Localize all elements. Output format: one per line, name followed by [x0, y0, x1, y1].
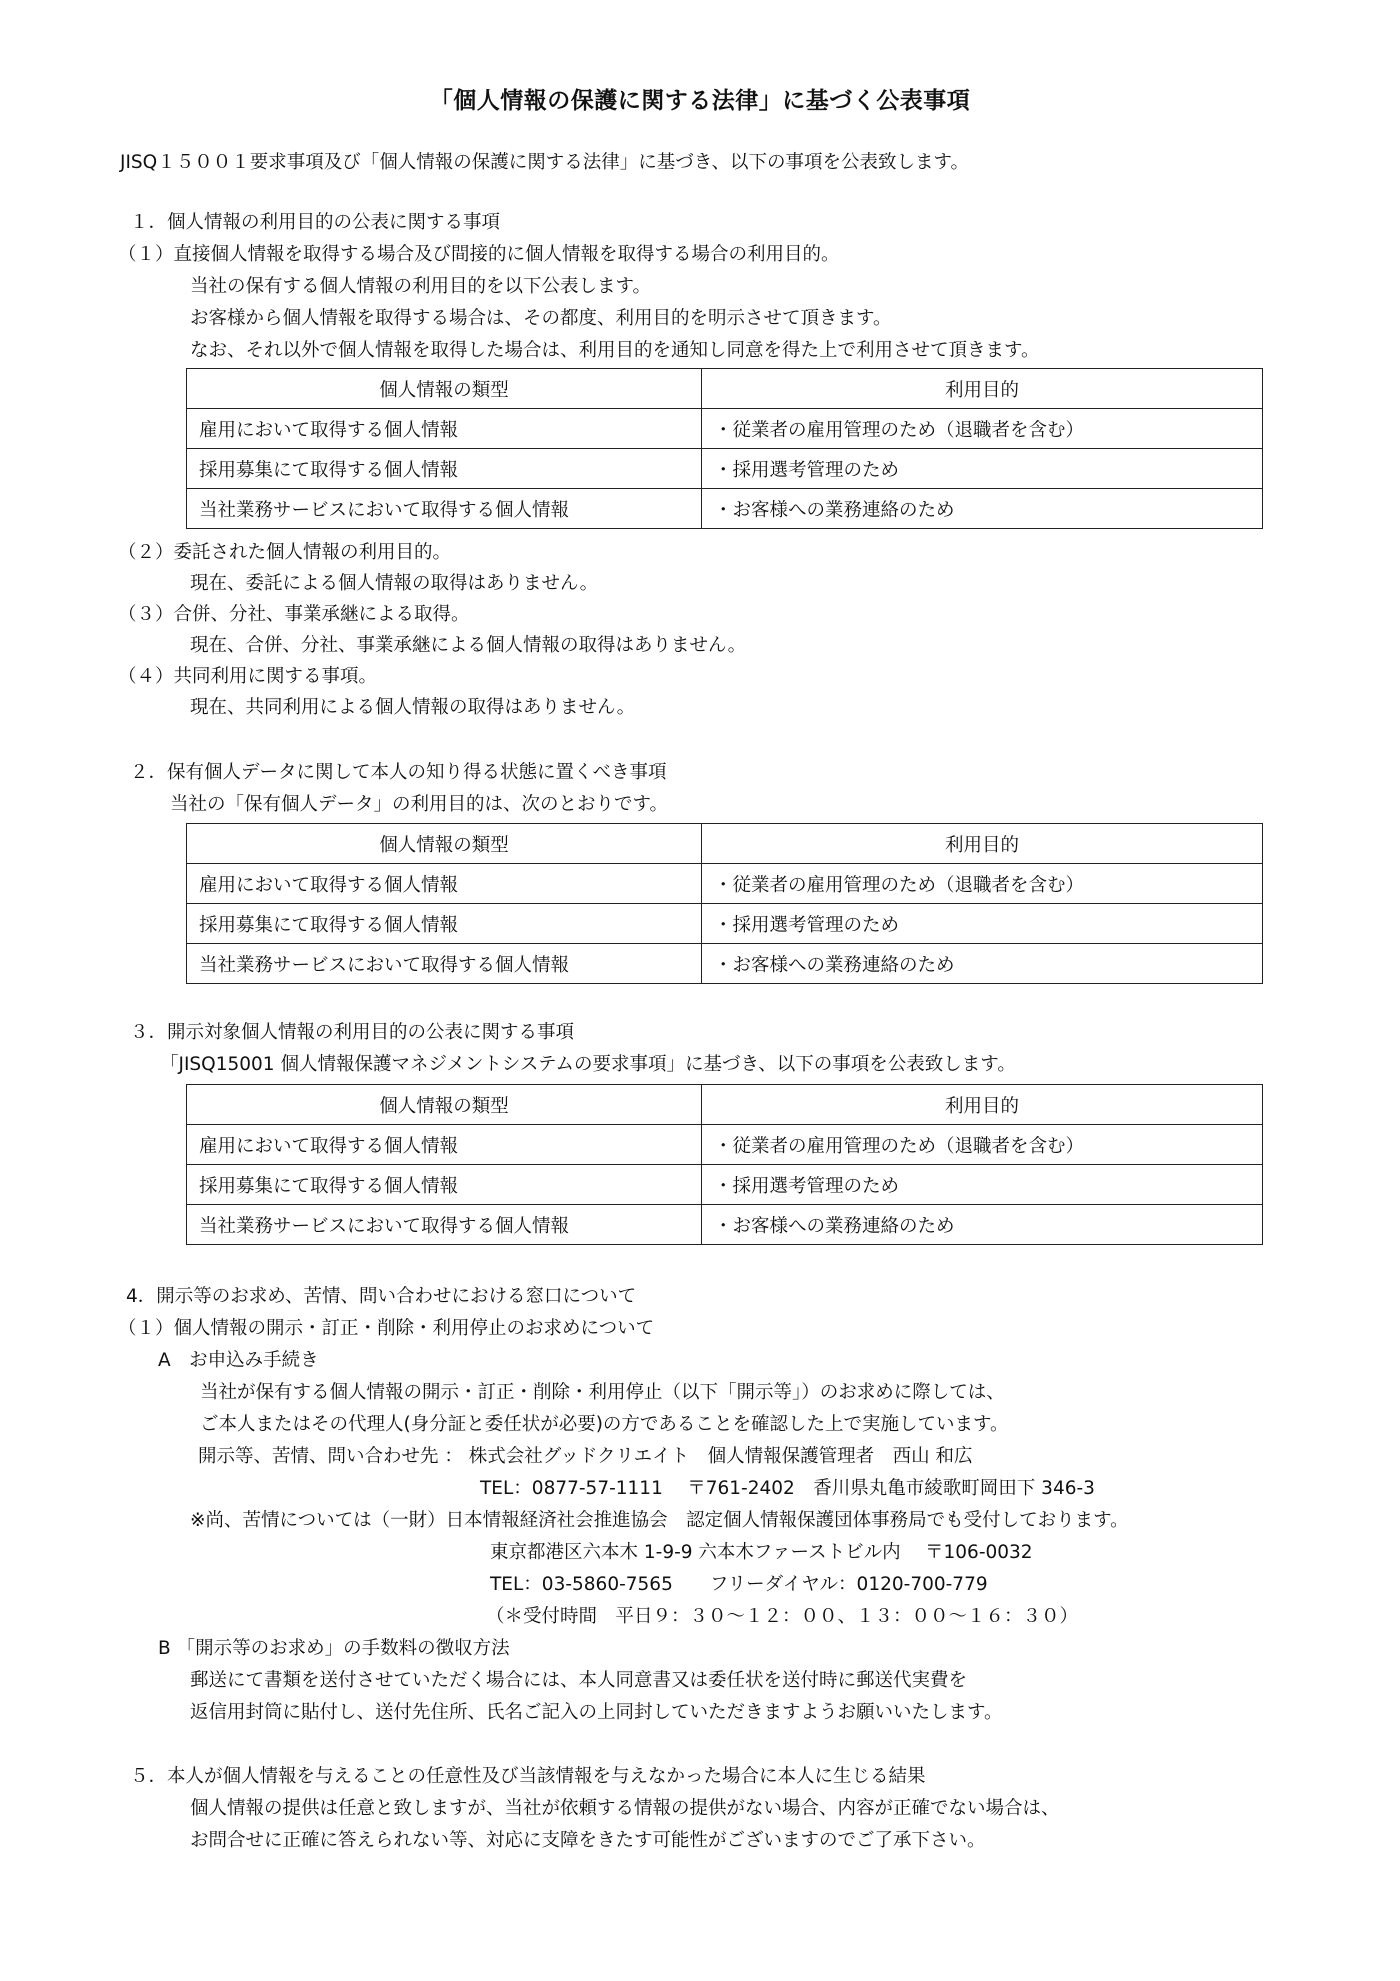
complaint-note: ※尚、苦情については（一財）日本情報経済社会推進協会 認定個人情報保護団体事務局でも受付しております。 — [190, 1510, 1129, 1531]
section-4-a-line: ご本人またはその代理人(身分証と委任状が必要)の方であることを確認した上で実施しています。 — [200, 1414, 1009, 1435]
table-header-type: 個人情報の類型 — [187, 1085, 702, 1125]
table-cell-purpose: ・お客様への業務連絡のため — [702, 489, 1263, 529]
table-cell-type: 雇用において取得する個人情報 — [187, 409, 702, 449]
purpose-table-3 — [186, 1084, 1263, 1245]
section-4-1-label: （１）個人情報の開示・訂正・削除・利用停止のお求めについて — [118, 1318, 655, 1339]
table-row — [187, 1165, 1263, 1205]
contact-tel-address: TEL：0877-57-1111 〒761-2402 香川県丸亀市綾歌町岡田下 346-3 — [480, 1478, 1095, 1499]
section-1-4-label: （４）共同利用に関する事項。 — [118, 666, 378, 687]
section-3-heading: ３．開示対象個人情報の利用目的の公表に関する事項 — [130, 1022, 575, 1043]
table-row — [187, 409, 1263, 449]
table-cell-type: 当社業務サービスにおいて取得する個人情報 — [187, 1205, 702, 1245]
section-2-heading: ２．保有個人データに関して本人の知り得る状態に置くべき事項 — [130, 762, 667, 783]
table-cell-purpose: ・従業者の雇用管理のため（退職者を含む） — [702, 409, 1263, 449]
section-1-1-label: （１）直接個人情報を取得する場合及び間接的に個人情報を取得する場合の利用目的。 — [118, 244, 840, 265]
section-4-b-label: B 「開示等のお求め」の手数料の徴収方法 — [158, 1638, 510, 1659]
table-row — [187, 449, 1263, 489]
section-1-2-label: （２）委託された個人情報の利用目的。 — [118, 542, 452, 563]
table-row — [187, 904, 1263, 944]
section-1-heading: １．個人情報の利用目的の公表に関する事項 — [130, 212, 501, 233]
table-header-purpose: 利用目的 — [702, 369, 1263, 409]
complaint-hours: （＊受付時間 平日９：３０～１２：００、１３：００～１６：３０） — [486, 1606, 1079, 1627]
table-row — [187, 1125, 1263, 1165]
table-header-row — [187, 1085, 1263, 1125]
section-1-2-text: 現在、委託による個人情報の取得はありません。 — [190, 573, 599, 594]
section-1-1-line: なお、それ以外で個人情報を取得した場合は、利用目的を通知し同意を得た上で利用させて頂きます。 — [190, 340, 1040, 361]
table-cell-purpose: ・採用選考管理のため — [702, 904, 1263, 944]
section-5-line: お問合せに正確に答えられない等、対応に支障をきたす可能性がございますのでご了承下さい。 — [190, 1830, 986, 1851]
table-cell-type: 雇用において取得する個人情報 — [187, 864, 702, 904]
table-header-type: 個人情報の類型 — [187, 369, 702, 409]
section-1-1-line: 当社の保有する個人情報の利用目的を以下公表します。 — [190, 276, 652, 297]
section-5-line: 個人情報の提供は任意と致しますが、当社が依頼する情報の提供がない場合、内容が正確でない場合は、 — [190, 1798, 1060, 1819]
purpose-table-2 — [186, 823, 1263, 984]
table-cell-purpose: ・採用選考管理のため — [702, 449, 1263, 489]
section-2-text: 当社の「保有個人データ」の利用目的は、次のとおりです。 — [170, 794, 669, 815]
section-4-b-line: 返信用封筒に貼付し、送付先住所、氏名ご記入の上同封していただきますようお願いいたします。 — [190, 1702, 1003, 1723]
complaint-address: 東京都港区六本木 1-9-9 六本木ファーストビル内 〒106-0032 — [490, 1542, 1033, 1563]
table-cell-type: 当社業務サービスにおいて取得する個人情報 — [187, 944, 702, 984]
table-row — [187, 864, 1263, 904]
table-cell-purpose: ・お客様への業務連絡のため — [702, 1205, 1263, 1245]
table-cell-purpose: ・従業者の雇用管理のため（退職者を含む） — [702, 864, 1263, 904]
table-cell-type: 採用募集にて取得する個人情報 — [187, 904, 702, 944]
table-header-row — [187, 824, 1263, 864]
page-title: 「個人情報の保護に関する法律」に基づく公表事項 — [429, 88, 971, 114]
table-cell-type: 採用募集にて取得する個人情報 — [187, 449, 702, 489]
intro-text: JISQ１５００１要求事項及び「個人情報の保護に関する法律」に基づき、以下の事項を公表致します。 — [120, 152, 970, 173]
section-1-1-line: お客様から個人情報を取得する場合は、その都度、利用目的を明示させて頂きます。 — [190, 308, 892, 329]
table-header-purpose: 利用目的 — [702, 824, 1263, 864]
table-cell-type: 雇用において取得する個人情報 — [187, 1125, 702, 1165]
section-5-heading: ５．本人が個人情報を与えることの任意性及び当該情報を与えなかった場合に本人に生じる結果 — [130, 1766, 926, 1787]
table-row — [187, 944, 1263, 984]
complaint-tel: TEL：03-5860-7565 フリーダイヤル：0120-700-779 — [490, 1574, 988, 1595]
table-cell-purpose: ・お客様への業務連絡のため — [702, 944, 1263, 984]
section-4-a-label: A お申込み手続き — [158, 1350, 319, 1371]
table-header-type: 個人情報の類型 — [187, 824, 702, 864]
table-cell-type: 当社業務サービスにおいて取得する個人情報 — [187, 489, 702, 529]
table-row — [187, 1205, 1263, 1245]
table-cell-purpose: ・採用選考管理のため — [702, 1165, 1263, 1205]
section-4-heading: 4．開示等のお求め、苦情、問い合わせにおける窓口について — [126, 1286, 637, 1307]
section-1-3-label: （３）合併、分社、事業承継による取得。 — [118, 604, 470, 625]
table-cell-purpose: ・従業者の雇用管理のため（退職者を含む） — [702, 1125, 1263, 1165]
table-row — [187, 489, 1263, 529]
section-1-4-text: 現在、共同利用による個人情報の取得はありません。 — [190, 697, 636, 718]
section-1-3-text: 現在、合併、分社、事業承継による個人情報の取得はありません。 — [190, 635, 747, 656]
table-header-row — [187, 369, 1263, 409]
table-header-purpose: 利用目的 — [702, 1085, 1263, 1125]
section-4-a-line: 当社が保有する個人情報の開示・訂正・削除・利用停止（以下「開示等」）のお求めに際しては、 — [200, 1382, 1005, 1403]
section-3-text: 「JISQ15001 個人情報保護マネジメントシステムの要求事項」に基づき、以下の事項を公表致します。 — [160, 1054, 1016, 1075]
section-4-b-line: 郵送にて書類を送付させていただく場合には、本人同意書又は委任状を送付時に郵送代実費を — [190, 1670, 968, 1691]
purpose-table-1 — [186, 368, 1263, 529]
table-cell-type: 採用募集にて取得する個人情報 — [187, 1165, 702, 1205]
contact-label: 開示等、苦情、問い合わせ先 ： 株式会社グッドクリエイト 個人情報保護管理者 西山 和広 — [198, 1446, 973, 1467]
